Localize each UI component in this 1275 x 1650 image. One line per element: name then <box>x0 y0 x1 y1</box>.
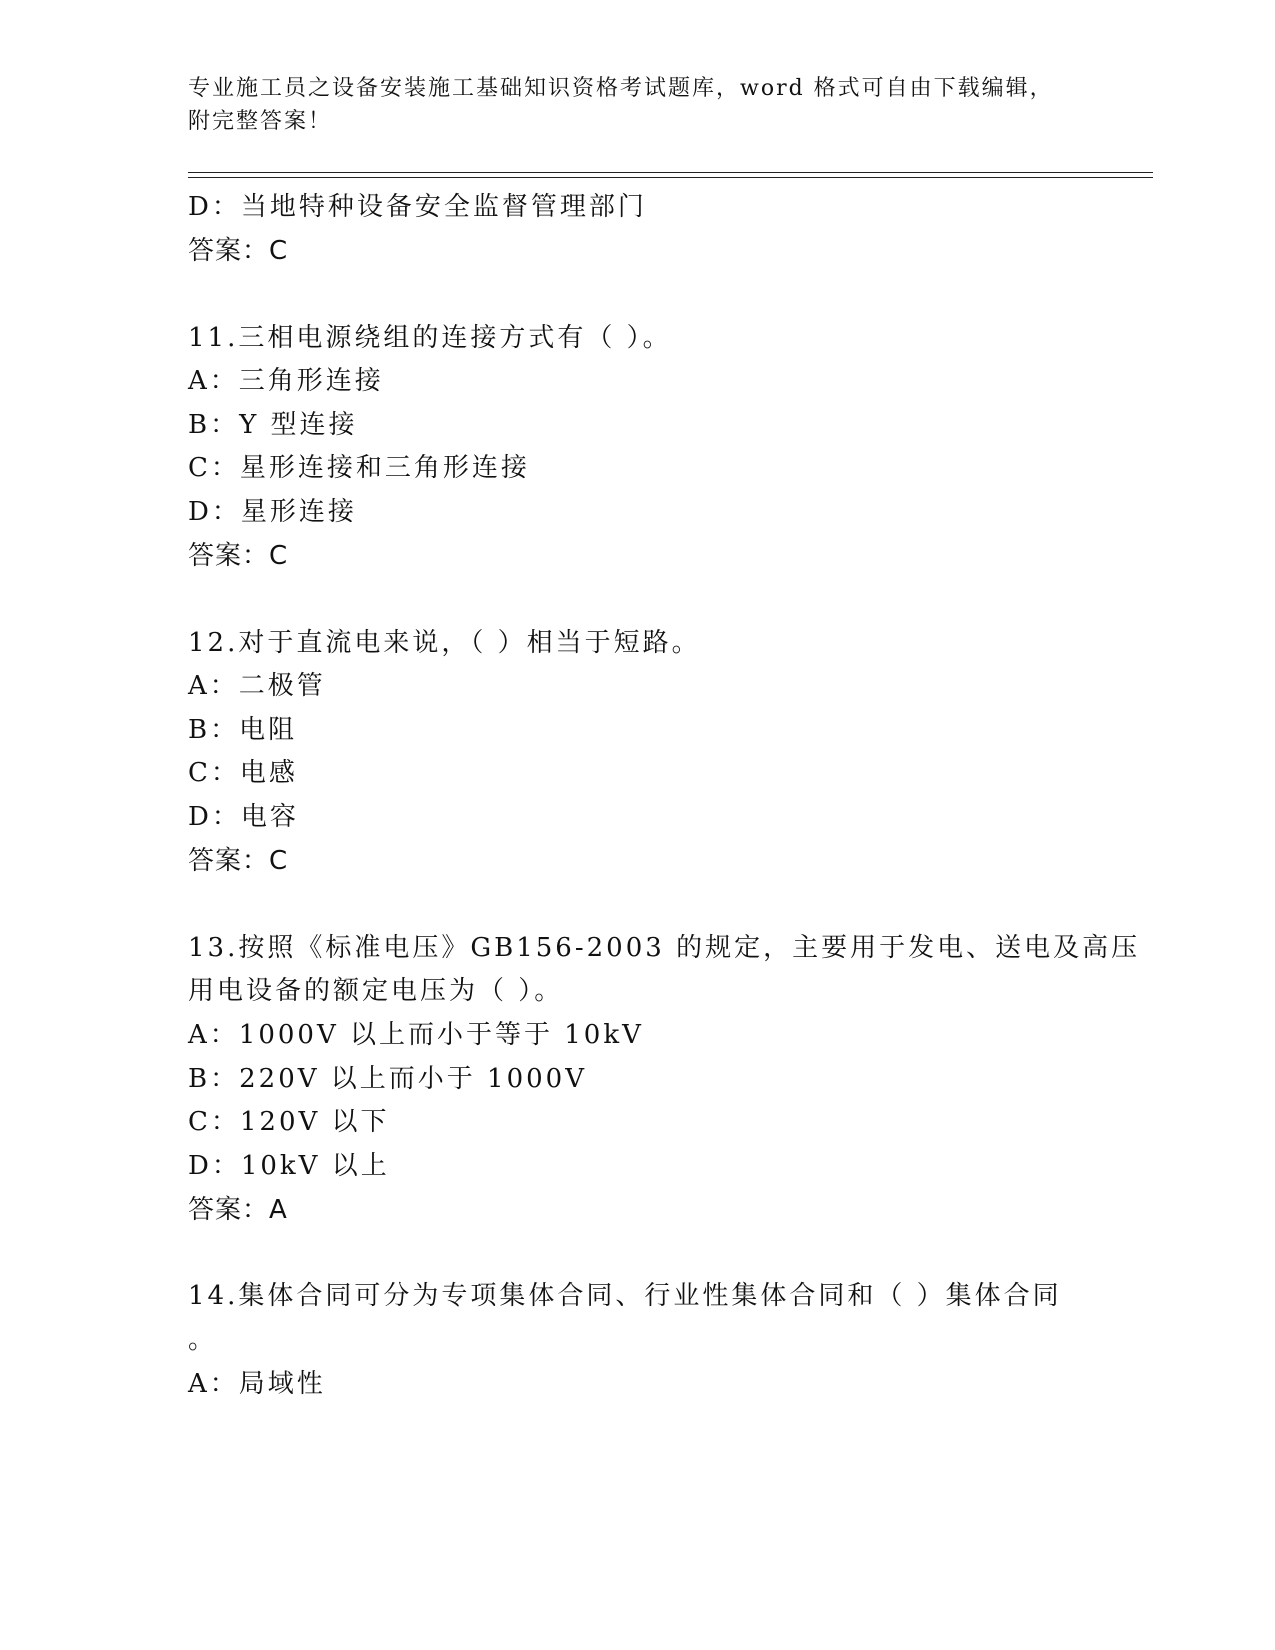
option-c: C：星形连接和三角形连接 <box>188 453 530 483</box>
option-b: B：电阻 <box>188 715 298 745</box>
option-a: A：局域性 <box>188 1369 326 1399</box>
answer: 答案：C <box>188 541 289 571</box>
question-stem-line-2: 。 <box>188 1325 218 1355</box>
answer: 答案：A <box>188 1195 288 1225</box>
option-d: D：电容 <box>188 802 299 832</box>
option-d: D：星形连接 <box>188 497 357 527</box>
option-b: B：220V 以上而小于 1000V <box>188 1064 587 1094</box>
option-d: D：10kV 以上 <box>188 1151 390 1181</box>
header-text <box>188 72 1108 138</box>
answer: 答案：C <box>188 846 289 876</box>
question-stem: 12.对于直流电来说，（ ）相当于短路。 <box>188 628 701 658</box>
question-stem: 11.三相电源绕组的连接方式有（ ）。 <box>188 323 672 353</box>
option-c: C：电感 <box>188 758 298 788</box>
option-a: A：二极管 <box>188 671 326 701</box>
option-d: D：当地特种设备安全监督管理部门 <box>188 192 647 222</box>
header-line-2: 附完整答案！ <box>188 109 333 134</box>
answer: 答案：C <box>188 236 289 266</box>
header-line-1: 专业施工员之设备安装施工基础知识资格考试题库，word 格式可自由下载编辑， <box>188 76 1054 101</box>
option-c: C：120V 以下 <box>188 1107 390 1137</box>
option-a: A：1000V 以上而小于等于 10kV <box>188 1020 644 1050</box>
header-rule-bottom <box>188 177 1153 178</box>
question-stem-line-2: 用电设备的额定电压为（ ）。 <box>188 976 564 1006</box>
question-stem-line-1: 13.按照《标准电压》GB156-2003 的规定，主要用于发电、送电及高压 <box>188 933 1141 963</box>
question-stem-line-1: 14.集体合同可分为专项集体合同、行业性集体合同和（ ）集体合同 <box>188 1281 1062 1311</box>
header-rule-top <box>188 172 1153 173</box>
option-a: A：三角形连接 <box>188 366 384 396</box>
option-b: B：Y 型连接 <box>188 410 358 440</box>
